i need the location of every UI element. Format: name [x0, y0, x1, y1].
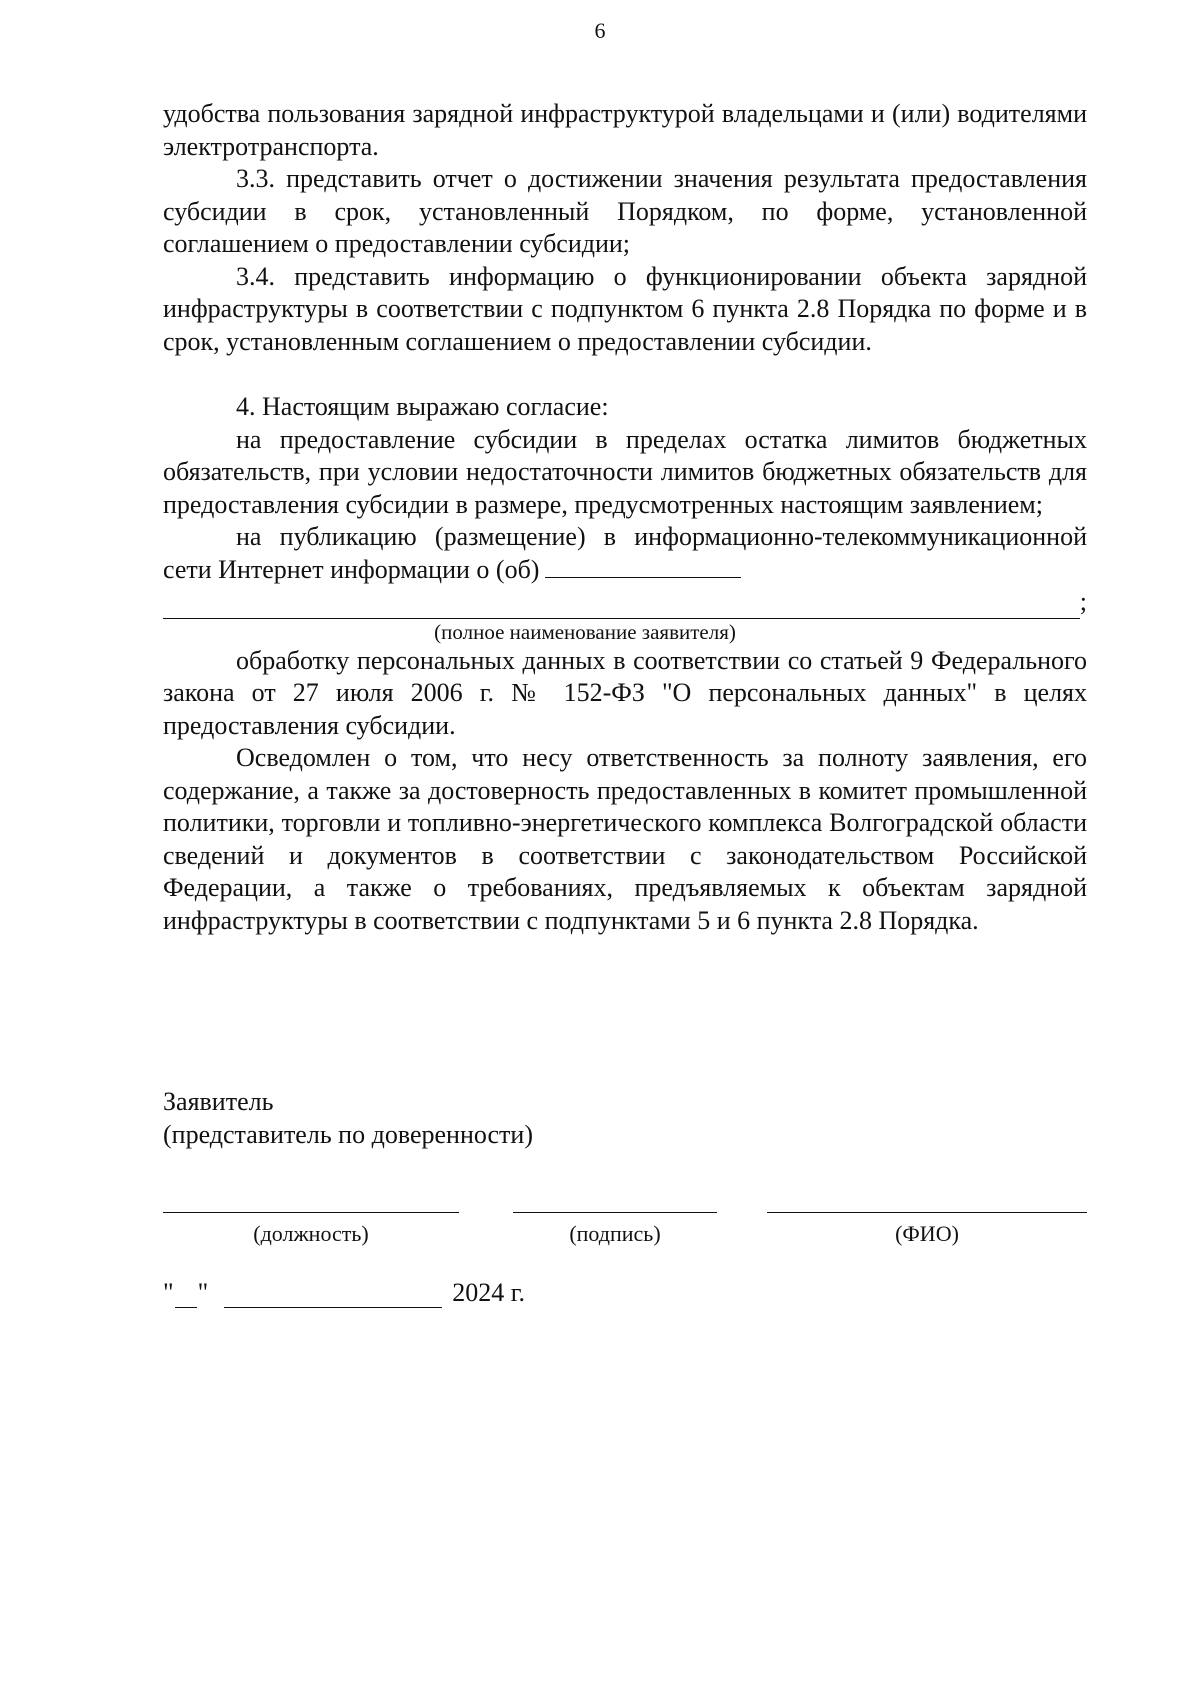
- month-blank[interactable]: [224, 1285, 442, 1308]
- signature-blank[interactable]: [513, 1202, 717, 1213]
- consent-personal-data-paragraph: обработку персональных данных в соответствии со статьей 9 Федерального закона от 27 июля 2006 г. № 152-ФЗ "О персональных данных" в целях предоставления субсидии.: [163, 645, 1087, 740]
- date-line: [163, 1274, 525, 1308]
- signature-caption: (подпись): [569, 1221, 661, 1246]
- name-field[interactable]: [767, 1202, 1087, 1247]
- signature-field[interactable]: [513, 1202, 717, 1247]
- consent-publication-paragraph: [163, 521, 1087, 586]
- spacer: [163, 358, 1087, 391]
- page-number: 6: [594, 18, 606, 43]
- applicant-name-blank-start[interactable]: [545, 555, 741, 578]
- position-blank[interactable]: [163, 1202, 459, 1213]
- consent-publication-text: на публикацию (размещение) в информационно-телекоммуникационной сети Интернет информации о (об): [163, 522, 1087, 584]
- applicant-name-blank[interactable]: [163, 594, 1080, 619]
- name-blank[interactable]: [767, 1202, 1087, 1213]
- applicant-name-blank-line[interactable]: [163, 586, 1087, 619]
- applicant-name-caption: (полное наименование заявителя): [434, 619, 736, 644]
- applicant-block: [163, 1085, 1087, 1151]
- position-caption: (должность): [253, 1221, 369, 1246]
- paragraph-3-4: 3.4. представить информацию о функционировании объекта зарядной инфраструктуры в соответствии с подпунктом 6 пункта 2.8 Порядка по форме и в срок, установленным соглашением о предоставлении субсидии.: [163, 261, 1087, 356]
- date-year: 2024 г.: [452, 1278, 525, 1307]
- day-blank[interactable]: [175, 1285, 197, 1308]
- name-caption: (ФИО): [895, 1221, 959, 1246]
- paragraph-continuation: удобства пользования зарядной инфраструктурой владельцами и (или) водителями электротранспорта.: [163, 99, 1087, 161]
- paragraph-4-heading: 4. Настоящим выражаю согласие:: [236, 392, 609, 421]
- responsibility-paragraph: Осведомлен о том, что несу ответственность за полноту заявления, его содержание, а также за достоверность предоставленных в комитет промышленной политики, торговли и топливно-энергетического комплекса Волгоградской области сведений и документов в соответствии с законодательством Российской Федерации, а также о требованиях, предъявляемых к объектам зарядной инфраструктуры в соответствии с подпунктами 5 и 6 пункта 2.8 Порядка.: [163, 743, 1087, 935]
- document-body: [163, 98, 1087, 937]
- date-quote-open: ": [163, 1278, 174, 1307]
- position-field[interactable]: [163, 1202, 459, 1247]
- date-quote-close: ": [197, 1278, 209, 1307]
- line-end-semicolon: ;: [1079, 587, 1087, 616]
- representative-label: (представитель по доверенности): [163, 1120, 533, 1149]
- applicant-label: Заявитель: [163, 1087, 274, 1116]
- signature-lines: [163, 1202, 1087, 1262]
- paragraph-3-3: 3.3. представить отчет о достижении значения результата предоставления субсидии в срок, установленный Порядком, по форме, установленной соглашением о предоставлении субсидии;: [163, 164, 1087, 258]
- consent-subsidy-paragraph: на предоставление субсидии в пределах остатка лимитов бюджетных обязательств, при условии недостаточности лимитов бюджетных обязательств для предоставления субсидии в размере, предусмотренных настоящим заявлением;: [163, 424, 1087, 519]
